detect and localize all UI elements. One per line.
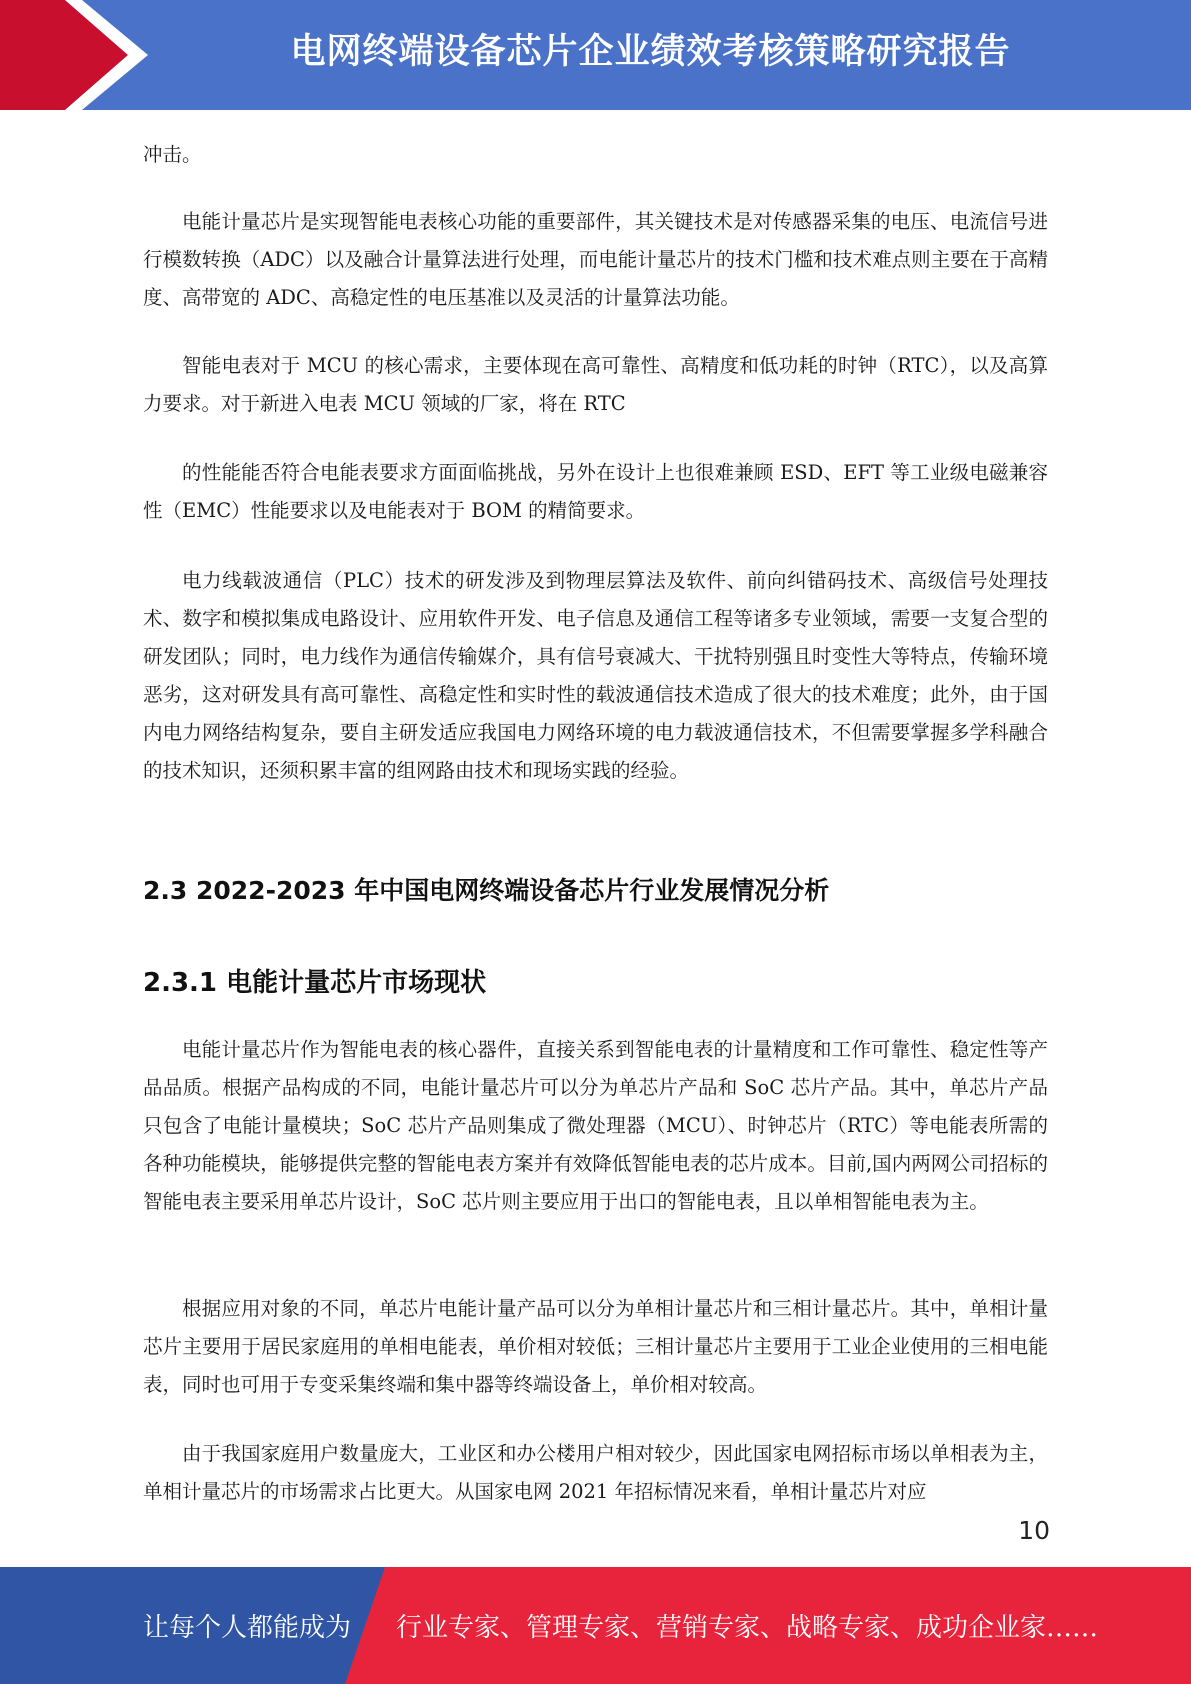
- header-arrow-decoration: [0, 0, 160, 110]
- paragraph-plc-technology: 电力线载波通信（PLC）技术的研发涉及到物理层算法及软件、前向纠错码技术、高级信号处理技术、数字和模拟集成电路设计、应用软件开发、电子信息及通信工程等诸多专业领域，需要一支复合型的研发团队；同时，电力线作为通信传输媒介，具有信号衰减大、干扰特别强且时变性大等特点，传输环境恶劣，这对研发具有高可靠性、高稳定性和实时性的载波通信技术造成了很大的技术难度；此外，由于国内电力网络结构复杂，要自主研发适应我国电力网络环境的电力载波通信技术，不但需要掌握多学科融合的技术知识，还须积累丰富的组网路由技术和现场实践的经验。: [143, 569, 1048, 782]
- page-number: 10: [1018, 1516, 1050, 1545]
- paragraph-rtc-challenge: 的性能能否符合电能表要求方面面临挑战，另外在设计上也很难兼顾 ESD、EFT 等工业级电磁兼容性（EMC）性能要求以及电能表对于 BOM 的精简要求。: [143, 461, 1048, 522]
- page-header: [0, 0, 1191, 110]
- paragraph-single-three-phase: 根据应用对象的不同，单芯片电能计量产品可以分为单相计量芯片和三相计量芯片。其中，单相计量芯片主要用于居民家庭用的单相电能表，单价相对较低；三相计量芯片主要用于工业企业使用的三相电能表，同时也可用于专变采集终端和集中器等终端设备上，单价相对较高。: [143, 1297, 1048, 1396]
- section-heading-2-3: 2.3 2022-2023 年中国电网终端设备芯片行业发展情况分析: [143, 876, 830, 905]
- page-footer: [0, 1567, 1191, 1684]
- footer-slogan-left: 让每个人都能成为: [143, 1613, 352, 1643]
- paragraph-mcu-requirements: 智能电表对于 MCU 的核心需求，主要体现在高可靠性、高精度和低功耗的时钟（RTC），以及高算力要求。对于新进入电表 MCU 领域的厂家，将在 RTC: [143, 354, 1048, 415]
- section-heading-2-3-1: 2.3.1 电能计量芯片市场现状: [143, 968, 487, 998]
- paragraph-metering-chip: 电能计量芯片是实现智能电表核心功能的重要部件，其关键技术是对传感器采集的电压、电流信号进行模数转换（ADC）以及融合计量算法进行处理，而电能计量芯片的技术门槛和技术难点则主要在于高精度、高带宽的 ADC、高稳定性的电压基准以及灵活的计量算法功能。: [143, 210, 1048, 309]
- paragraph-market-status: 电能计量芯片作为智能电表的核心器件，直接关系到智能电表的计量精度和工作可靠性、稳定性等产品品质。根据产品构成的不同，电能计量芯片可以分为单芯片产品和 SoC 芯片产品。其中，单芯片产品只包含了电能计量模块；SoC 芯片产品则集成了微处理器（MCU）、时钟芯片（RTC）等电能表所需的各种功能模块，能够提供完整的智能电表方案并有效降低智能电表的芯片成本。目前,国内两网公司招标的智能电表主要采用单芯片设计，SoC 芯片则主要应用于出口的智能电表，且以单相智能电表为主。: [143, 1038, 1048, 1213]
- paragraph-continuation: 冲击。: [143, 143, 202, 166]
- report-title: 电网终端设备芯片企业绩效考核策略研究报告: [290, 32, 1011, 72]
- footer-slogan-right: 行业专家、管理专家、营销专家、战略专家、成功企业家……: [396, 1613, 1099, 1643]
- paragraph-state-grid-tender: 由于我国家庭用户数量庞大，工业区和办公楼用户相对较少，因此国家电网招标市场以单相表为主，单相计量芯片的市场需求占比更大。从国家电网 2021 年招标情况来看，单相计量芯片对应: [143, 1442, 1048, 1503]
